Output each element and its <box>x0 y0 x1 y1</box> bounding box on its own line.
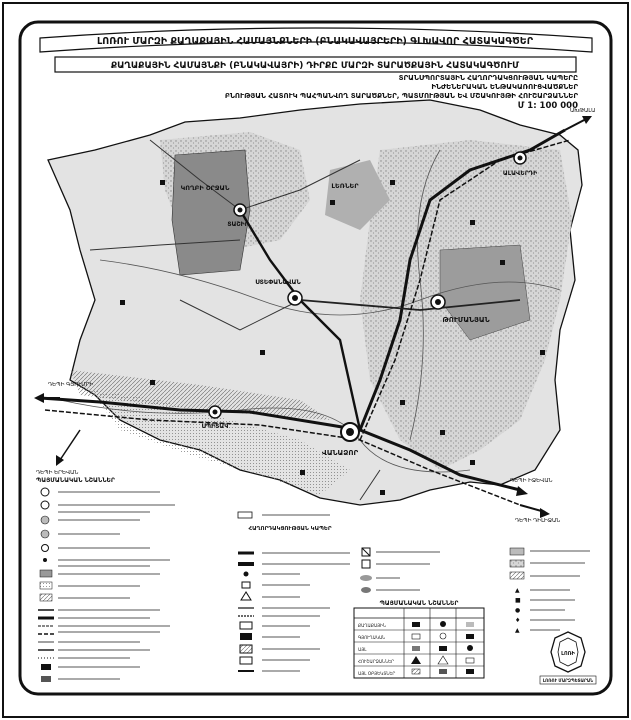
legend-table-row-5: ԱՅԼ ՕԲՅԵԿՏՆԵՐ <box>358 671 396 676</box>
header-line-2: ԻՆԺԵՆԵՐԱԿԱՆ ԵՆԹԱԿԱՌՈՒՑՎԱԾՔՆԵՐ <box>431 83 578 91</box>
label-alaverdi: ԱԼԱՎԵՐԴԻ <box>502 170 538 177</box>
arrow-west-label: ԴԵՊԻ ԳՅՈՒՄՐԻ <box>48 382 94 388</box>
arrow-southeast-label-1: ԴԵՊԻ ԻՋԵՎԱՆ <box>510 478 553 484</box>
arrow-southeast-label-2: ԴԵՊԻ ԴԻԼԻՋԱՆ <box>515 518 561 524</box>
legend-sym-b: ■ <box>515 597 521 604</box>
emblem-icon <box>551 632 585 672</box>
label-tumanyan: ԹՈՒՄԱՆՅԱՆ <box>442 316 490 324</box>
map-scale: Մ 1: 100 000 <box>517 101 578 111</box>
banner-title: ԼՈՌՈՒ ՄԱՐԶԻ ՔԱՂԱՔԱՅԻՆ ՀԱՄԱՅՆՔՆԵՐԻ (ԲՆԱԿԱՎԱՅՐԵՐԻ) ԳԼԽԱՎՈՐ ՀԱՏԱԿԱԳԾԵՐ <box>96 36 534 47</box>
legend-table <box>354 600 484 678</box>
legend-sym-c: ● <box>515 607 521 614</box>
label-tashir: ՏԱՇԻՐ <box>227 221 249 228</box>
publisher-label: ԼՈՌՈՒ ՄԱՐԶՊԵՏԱՐԱՆ <box>542 678 594 683</box>
emblem-label: ԼՈՌԻ <box>561 651 575 657</box>
legend-sym-e: ▲ <box>515 627 520 634</box>
label-spitak: ՍՊԻՏԱԿ <box>201 423 229 430</box>
legend-heading: ՊԱՅՄԱՆԱԿԱՆ ՆՇԱՆՆԵՐ <box>36 477 115 484</box>
legend-sym-a: ▲ <box>515 587 520 594</box>
region-label-a: ԿՈՂԲԻ ՇՐՋԱՆ <box>180 184 230 192</box>
legend-middle-title: ՀԱՂՈՐԴԱԿՑՈՒԹՅԱՆ ԿԱՊԵՐ <box>248 526 332 532</box>
label-vanadzor: ՎԱՆԱՁՈՐ <box>321 449 359 457</box>
arrow-southwest-label: ԴԵՊԻ ԵՐԵՎԱՆ <box>36 470 79 476</box>
subtitle: ՔԱՂԱՔԱՅԻՆ ՀԱՄԱՅՆՔԻ (ԲՆԱԿԱՎԱՅՐԻ) ԴԻՐՔԸ ՄԱՐԶԻ ՏԱՐԱԾՔԱՅԻՆ ՀԱՏԱԿԱԳԾՈՒՄ <box>110 61 520 71</box>
label-stepanavan: ՍՏԵՓԱՆԱՎԱՆ <box>255 279 301 286</box>
legend-table-row-3: ԱՅԼ <box>358 647 367 652</box>
header-line-3: ԲՆՈՒԹՅԱՆ ՀԱՏՈՒԿ ՊԱՀՊԱՆՎՈՂ ՏԱՐԱԾՔՆԵՐ, ՊԱՏՄՈՒԹՅԱՆ ԵՎ ՄՇԱԿՈՒՅԹԻ ՀՈՒՇԱՐՁԱՆՆԵՐ <box>224 92 578 100</box>
region-label-b: ԼԵՌՆԵՐ <box>331 182 359 190</box>
legend-sym-d: ♦ <box>515 617 521 624</box>
legend-table-row-4: ՀՈՒՇԱՐՁԱՆՆԵՐ <box>358 659 395 664</box>
legend-table-title: ՊԱՅՄԱՆԱԿԱՆ ՆՇԱՆՆԵՐ <box>379 600 459 607</box>
header-line-1: ՏՐԱՆՍՊՈՐՏԱՅԻՆ ՀԱՂՈՐԴԱԿՑՈՒԹՅԱՆ ԿԱՊԵՐԸ <box>398 74 578 82</box>
arrow-north-label: ԱԽԹԱԼԱ <box>570 108 596 114</box>
legend-table-row-2: ԳՅՈՒՂԱԿԱՆ <box>358 635 386 640</box>
legend-table-row-1: ՔԱՂԱՔԱՅԻՆ <box>358 623 387 628</box>
